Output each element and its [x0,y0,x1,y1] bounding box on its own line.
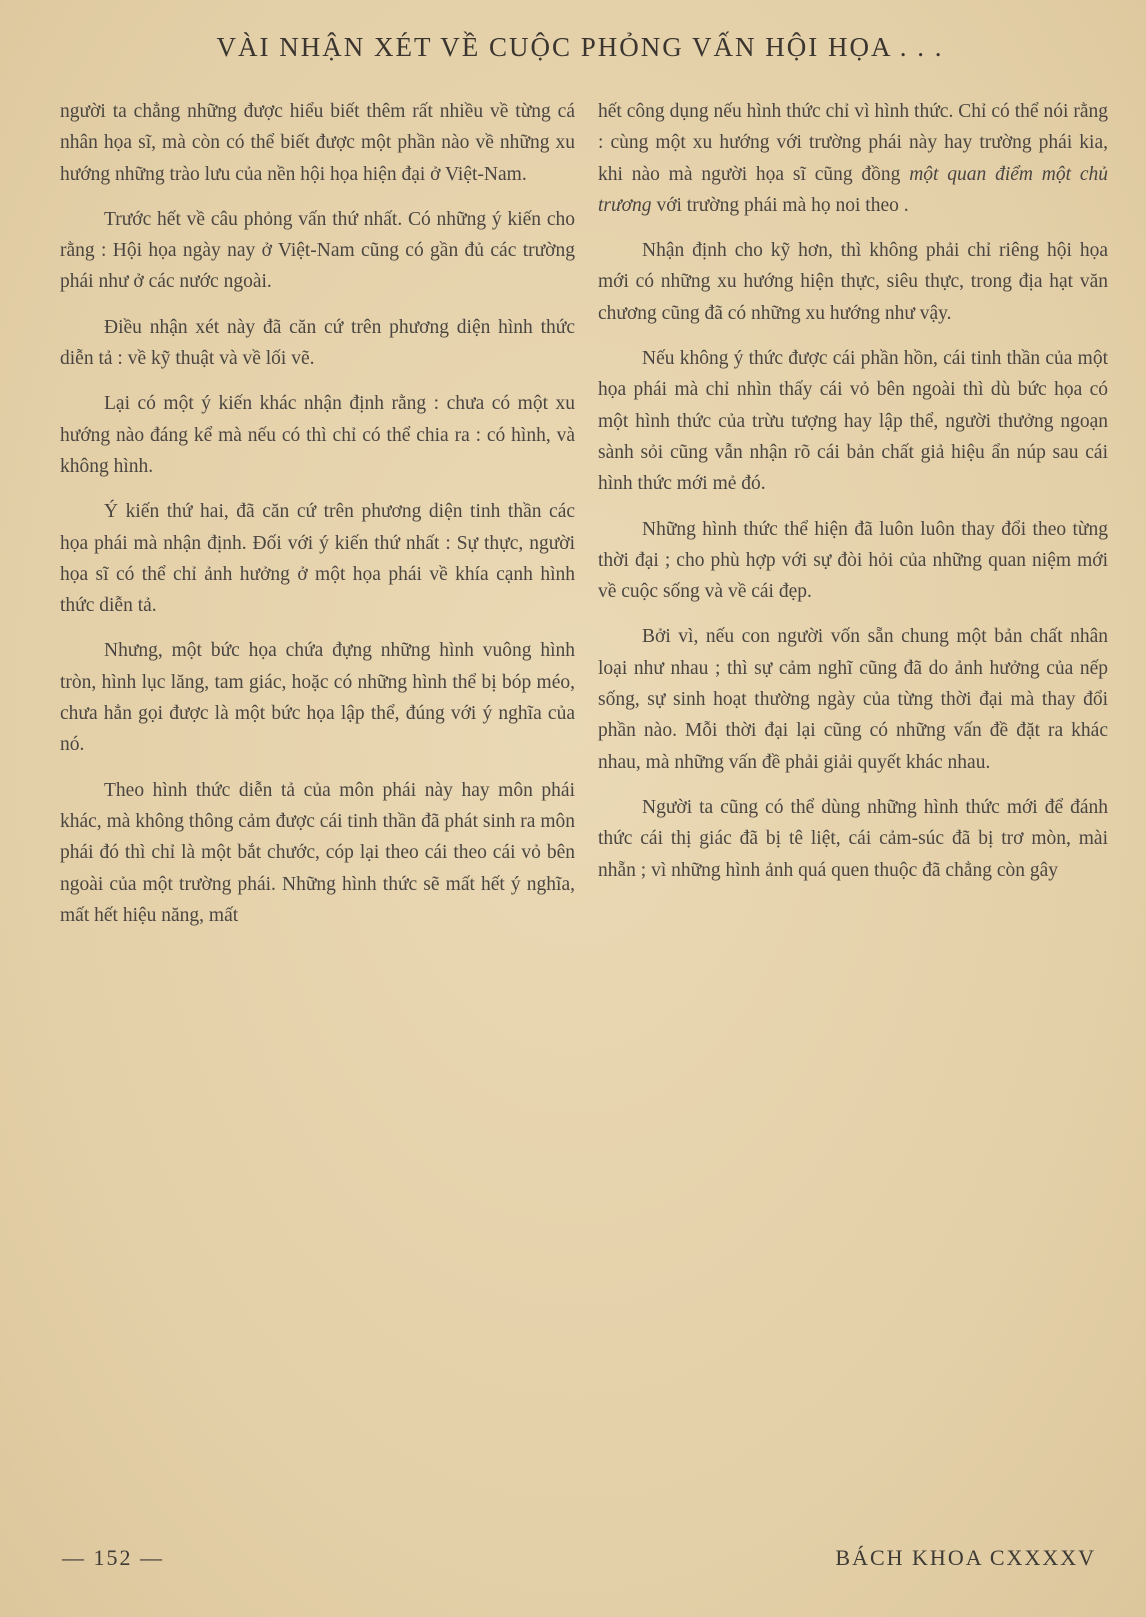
paragraph: Những hình thức thể hiện đã luôn luôn thay đổi theo từng thời đại ; cho phù hợp với sự đòi hỏi của những quan niệm mới về cuộc sống và về cái đẹp. [598,518,1108,603]
paragraph: Lại có một ý kiến khác nhận định rằng : chưa có một xu hướng nào đáng kể mà nếu có thì chỉ có thể chia ra : có hình, và không hình. [60,393,575,477]
paragraph: người ta chẳng những được hiểu biết thêm rất nhiều về từng cá nhân họa sĩ, mà còn có thể biết được một phần nào về những xu hướng những trào lưu của nền hội họa hiện đại ở Việt-Nam. [60,101,575,185]
publication-name: BÁCH KHOA CXXXXV [835,1545,1096,1570]
page-number: — 152 — [62,1545,164,1570]
paragraph: Nhận định cho kỹ hơn, thì không phải chỉ riêng hội họa mới có những xu hướng hiện thực, siêu thực, trong địa hạt văn chương cũng đã có những xu hướng như vậy. [598,240,1108,324]
left-column [60,96,575,945]
paragraph: Bởi vì, nếu con người vốn sẵn chung một bản chất nhân loại như nhau ; thì sự cảm nghĩ cũng đã do ảnh hưởng của nếp sống, sự sinh hoạt thường ngày của từng thời đại mà thay đổi phần nào. Mỗi thời đại lại cũng có những vấn đề đặt ra khác nhau, mà những vấn đề phải giải quyết khác nhau. [598,626,1108,773]
paragraph-text: với trường phái mà họ noi theo . [651,194,909,216]
paragraph: Nếu không ý thức được cái phần hồn, cái tinh thần của một họa phái mà chỉ nhìn thấy cái vỏ bên ngoài thì dù bức họa có một hình thức của trừu tượng hay lập thể, người thưởng ngoạn sành sỏi cũng vẫn nhận rõ cái bản chất giả hiệu ẩn núp sau cái hình thức mới mẻ đó. [598,348,1108,495]
emphasis-text: một quan điểm một chủ trương [598,163,1109,216]
paragraph: Trước hết về câu phỏng vấn thứ nhất. Có những ý kiến cho rằng : Hội họa ngày nay ở Việt-Nam cũng có gần đủ các trường phái như ở các nước ngoài. [60,208,575,293]
paragraph: Nhưng, một bức họa chứa đựng những hình vuông hình tròn, hình lục lăng, tam giác, hoặc có những hình thể bị bóp méo, chưa hẳn gọi được là một bức họa lập thể, đúng với ý nghĩa của nó. [60,640,575,756]
paragraph [598,96,1108,221]
running-title: VÀI NHẬN XÉT VỀ CUỘC PHỎNG VẤN HỘI HỌA . . . [216,32,944,62]
paragraph: Ý kiến thứ hai, đã căn cứ trên phương diện tinh thần các họa phái mà nhận định. Đối với ý kiến thứ nhất : Sự thực, người họa sĩ có thể chỉ ảnh hưởng ở một họa phái về khía cạnh hình thức diễn tả. [60,501,575,617]
paragraph: Theo hình thức diễn tả của môn phái này hay môn phái khác, mà không thông cảm được cái tinh thần đã phát sinh ra môn phái đó thì chỉ là một bắt chước, cóp lại theo cái theo cái vỏ bên ngoài của một trường phái. Những hình thức sẽ mất hết ý nghĩa, mất hết hiệu năng, mất [60,779,575,926]
paragraph: Người ta cũng có thể dùng những hình thức mới để đánh thức cái thị giác đã bị tê liệt, cái cảm-súc đã bị trơ mòn, mài nhẵn ; vì những hình ảnh quá quen thuộc đã chẳng còn gây [598,796,1108,881]
paragraph: Điều nhận xét này đã căn cứ trên phương diện hình thức diễn tả : về kỹ thuật và về lối vẽ. [60,316,575,370]
right-column [598,96,1108,900]
paragraph-text: hết công dụng nếu hình thức chỉ vì hình thức. Chỉ có thể nói rằng : cùng một xu hướng với trường phái này hay trường phái kia, khi nào mà người họa sĩ cũng đồng [598,101,1108,185]
